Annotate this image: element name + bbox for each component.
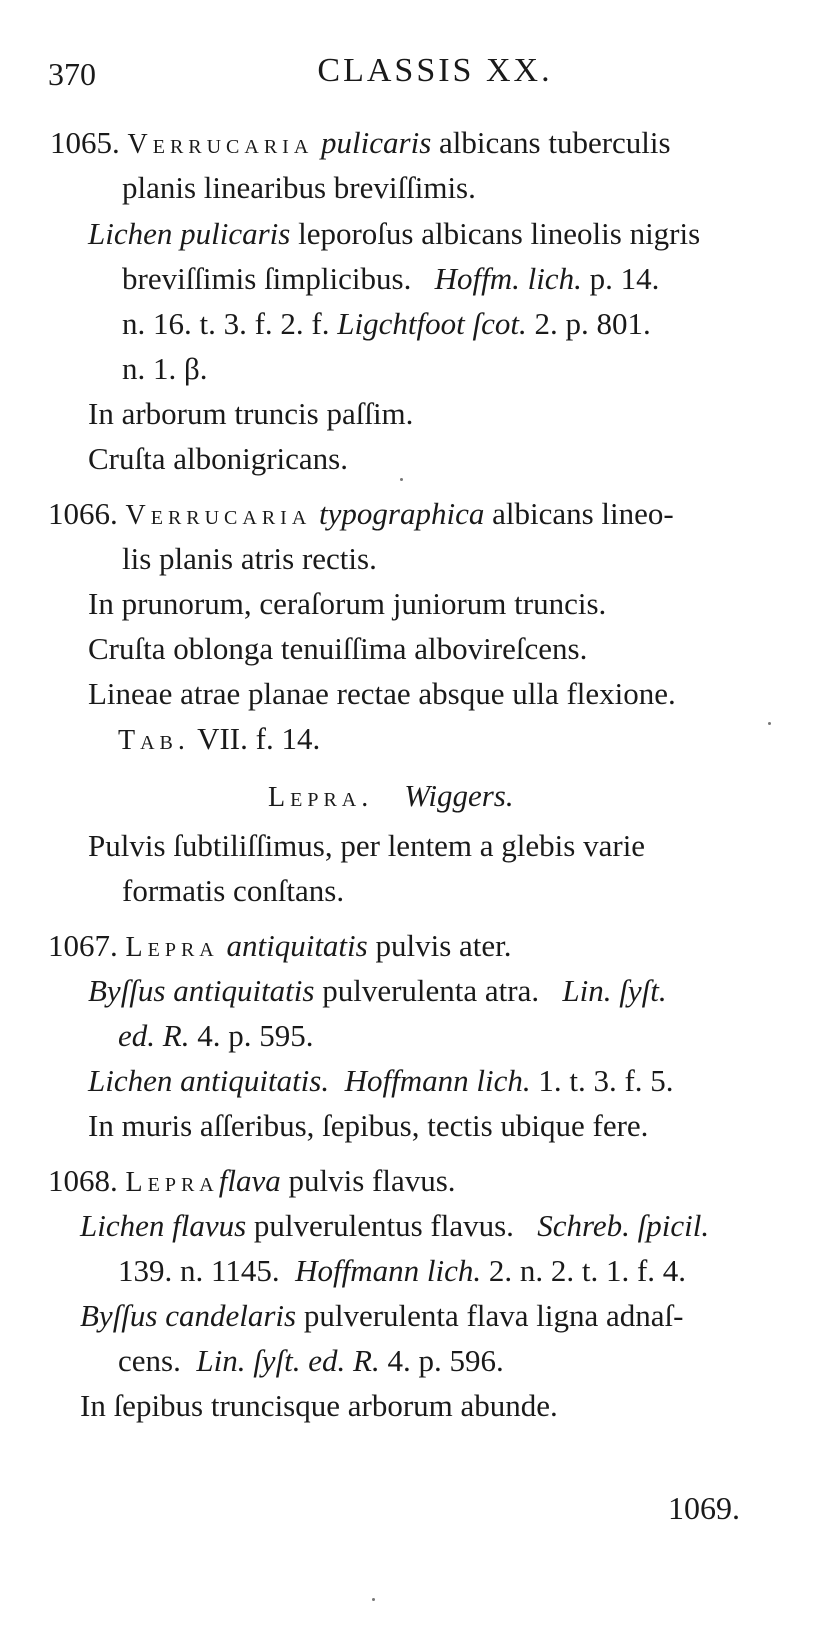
synonym-text: breviſſimis ſimplicibus. [122,261,412,296]
genus-description-1: Pulvis ſubtiliſſimus, per lentem a glebis varie [88,828,646,863]
paper-speck [400,478,403,481]
entry-1065-note: Cruſta albonigricans. [88,441,348,476]
synonym-text: pulverulentus flavus. [253,1208,514,1243]
diagnosis: albicans lineo- [492,496,674,531]
genus-name: Lepra [125,1167,219,1198]
genus-description-2: formatis conſtans. [122,873,345,908]
citation-edition: ed. R. [118,1018,190,1053]
plate-ref: VII. f. 14. [197,721,321,756]
page-number: 370 [48,56,96,92]
genus-name: Verrucaria [127,129,314,160]
synonym-name: Lichen antiquitatis. [88,1063,330,1098]
citation-ref: 139. n. 1145. [118,1253,280,1288]
citation-author: Lin. ſyſt. ed. R. [196,1343,380,1378]
diagnosis: pulvis ater. [375,928,512,963]
entry-number: 1066. [48,496,118,531]
diagnosis: pulvis flavus. [288,1163,456,1198]
genus-heading-author: Wiggers. [404,778,514,813]
species-name: flava [218,1163,281,1198]
diagnosis: albicans tuberculis [439,125,671,160]
synonym-text: leporoſus albicans lineolis nigris [298,216,701,251]
citation-author: Lin. ſyſt. [562,973,667,1008]
entry-1065-line-1 [50,127,671,159]
plate-label: Tab. [118,725,190,756]
entry-1065-habitat: In arborum truncis paſſim. [88,396,414,431]
synonym-text: pulverulenta flava ligna adnaſ- [303,1298,684,1333]
entry-number: 1067. [48,928,118,963]
entry-number: 1068. [48,1163,118,1198]
genus-heading-name: Lepra. [268,782,374,813]
entry-1066-habitat: In prunorum, ceraſorum juniorum truncis. [88,586,607,621]
catchword: 1069. [668,1490,740,1526]
entry-1067-line-2 [88,975,667,1006]
citation-ref: 4. p. 596. [387,1343,504,1378]
entry-1067-line-4 [88,1065,674,1096]
citation-author: Ligchtfoot ſcot. [337,306,527,341]
synonym-name: Lichen flavus [80,1208,247,1243]
synonym-name: Lichen pulicaris [88,216,291,251]
citation-author: Hoffm. lich. [434,261,582,296]
entry-1065-line-5 [122,308,651,339]
synonym-name: Byſſus candelaris [80,1298,297,1333]
entry-1068-line-3 [118,1255,686,1286]
entry-1065-line-4 [122,263,659,294]
entry-1066-note-2: Lineae atrae planae rectae absque ulla flexione. [88,676,676,711]
paper-speck [372,1598,375,1601]
entry-1068-line-2 [80,1210,709,1241]
running-title: CLASSIS XX. [317,52,553,89]
entry-1065-line-2: planis linearibus breviſſimis. [122,170,476,205]
entry-1066-line-1 [48,498,674,530]
citation-author: Hoffmann lich. [344,1063,531,1098]
entry-1068-line-5 [118,1345,504,1376]
citation-ref: p. 14. [589,261,660,296]
entry-1067-line-1 [48,930,512,962]
entry-1066-note-3 [118,723,320,755]
entry-1066-line-2: lis planis atris rectis. [122,541,377,576]
citation-author: Hoffmann lich. [295,1253,482,1288]
entry-1067-habitat: In muris aſſeribus, ſepibus, tectis ubique fere. [88,1108,649,1143]
synonym-text: cens. [118,1343,181,1378]
species-name: typographica [319,496,485,531]
entry-1068-line-1 [48,1165,456,1197]
entry-1066-note-1: Cruſta oblonga tenuiſſima albovireſcens. [88,631,588,666]
citation-author: Schreb. ſpicil. [537,1208,710,1243]
species-name: antiquitatis [226,928,368,963]
entry-1067-line-3 [118,1020,313,1051]
entry-1068-line-4 [80,1300,683,1331]
entry-1065-line-3 [88,218,700,249]
synonym-text: pulverulenta atra. [322,973,540,1008]
citation-ref: 4. p. 595. [197,1018,314,1053]
entry-1065-line-6: n. 1. β. [122,351,208,386]
citation-ref: 2. n. 2. t. 1. f. 4. [488,1253,687,1288]
species-name: pulicaris [321,125,432,160]
citation-ref: 1. t. 3. f. 5. [538,1063,674,1098]
synonym-name: Byſſus antiquitatis [88,973,315,1008]
citation-ref: 2. p. 801. [534,306,651,341]
genus-name: Lepra [125,932,219,963]
citation-ref: n. 16. t. 3. f. 2. f. [122,306,330,341]
paper-speck [768,722,771,725]
entry-number: 1065. [50,125,120,160]
entry-1068-habitat: In ſepibus truncisque arborum abunde. [80,1388,558,1423]
genus-name: Verrucaria [125,500,312,531]
genus-heading [268,780,514,812]
